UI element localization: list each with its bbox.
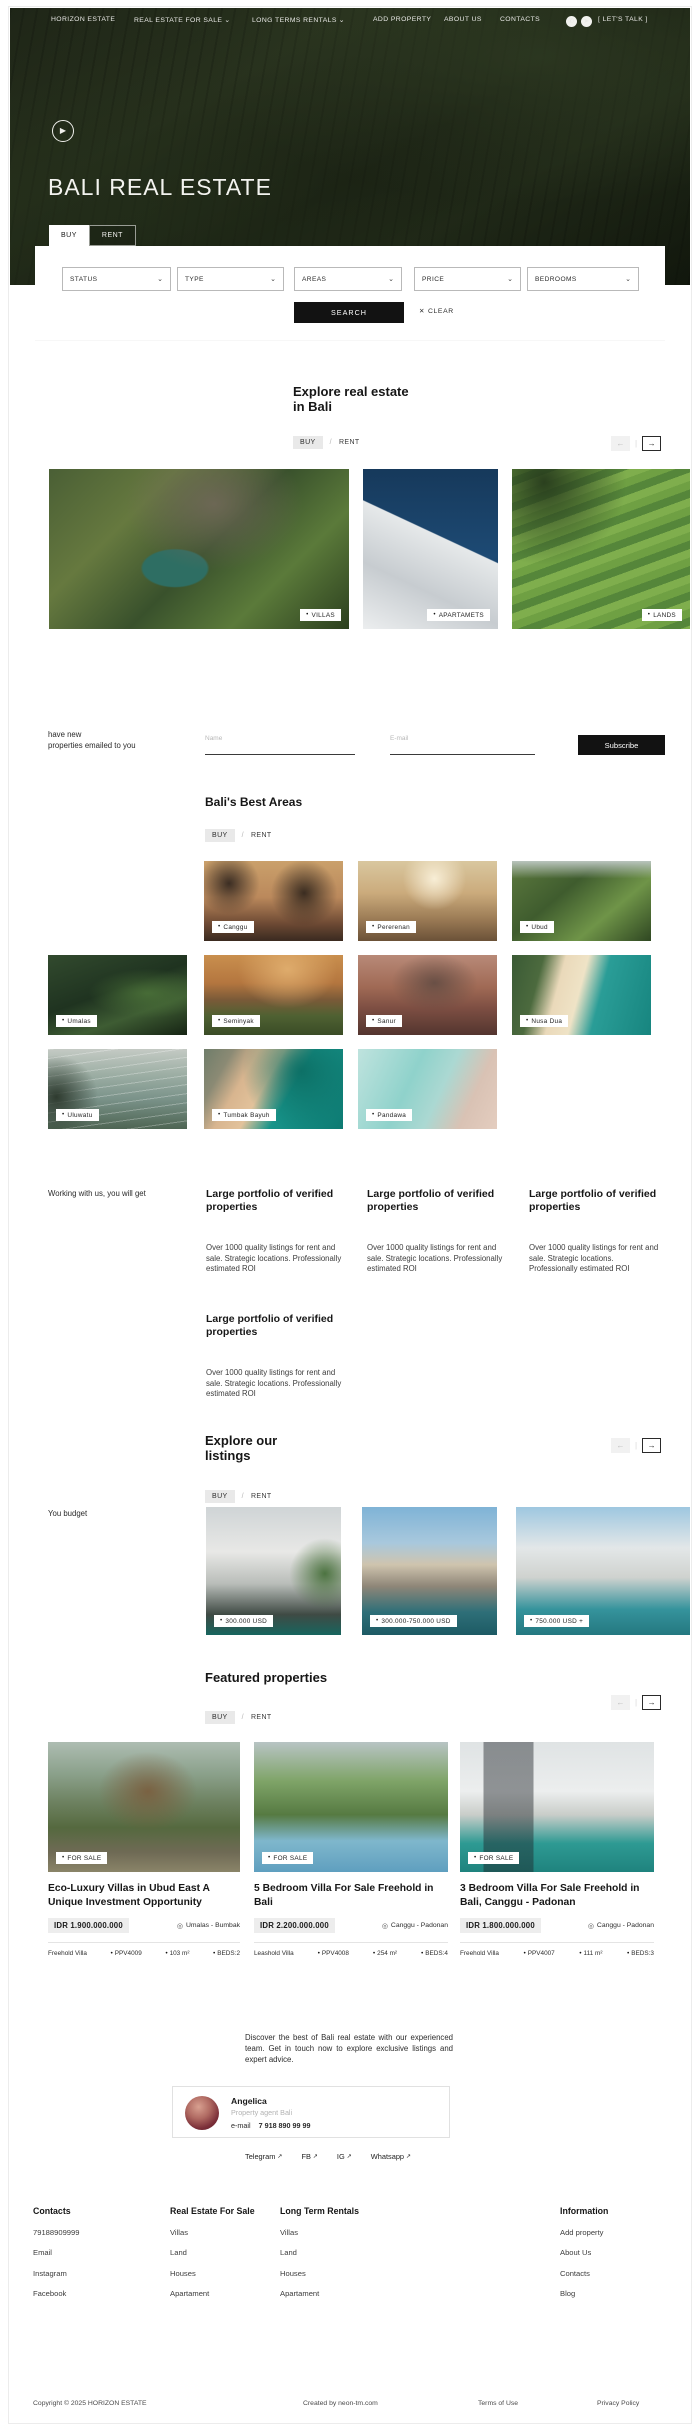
nav-add-property[interactable]: ADD PROPERTY	[373, 16, 432, 23]
chevron-down-icon: ⌄	[270, 276, 276, 283]
price-select[interactable]	[414, 267, 521, 291]
dot-icon: •	[372, 1950, 376, 1957]
toggle-rent[interactable]: RENT	[250, 832, 272, 839]
location-icon: ◎	[381, 1922, 388, 1930]
chevron-down-icon: ⌄	[625, 276, 631, 283]
property-specs	[48, 1950, 240, 1957]
dot-icon: •	[376, 1618, 379, 1624]
area-card-pererenan[interactable]	[358, 861, 497, 941]
footer-link-instagram[interactable]: Instagram	[33, 2268, 67, 2278]
name-input[interactable]	[205, 733, 355, 755]
title-line: Explore real estate	[293, 384, 409, 399]
area-card-sanur[interactable]	[358, 955, 497, 1035]
spec-beds: BEDS:3	[631, 1950, 654, 1957]
toggle-buy[interactable]: BUY	[205, 829, 235, 842]
email-label: e-mail	[231, 2121, 251, 2130]
social-label: IG	[336, 2152, 345, 2161]
footer-link-apartament[interactable]: Apartament	[280, 2289, 320, 2298]
dot-icon: •	[433, 612, 436, 618]
dot-icon: •	[306, 612, 309, 618]
footer-heading: Real Estate For Sale	[170, 2206, 255, 2216]
benefit-body: Over 1000 quality listings for rent and sale. Strategic locations. Professionally estimated ROI	[367, 1243, 503, 1273]
dot-icon: •	[523, 1950, 526, 1957]
agent-phone: 7 918 890 99 99	[258, 2121, 311, 2130]
toggle-buy[interactable]: BUY	[293, 436, 323, 449]
spec-beds: BEDS:4	[425, 1950, 448, 1957]
nav-label: LONG TERMS RENTALS	[252, 17, 337, 24]
property-photo	[460, 1742, 654, 1872]
chevron-down-icon: ⌄	[224, 17, 231, 24]
area-label: Umalas	[67, 1017, 91, 1025]
category-label: LANDS	[653, 611, 676, 619]
chevron-down-icon: ⌄	[507, 276, 513, 283]
property-location: Umalas - Bumbak	[185, 1922, 240, 1929]
property-price: IDR 2.200.000.000	[254, 1918, 335, 1933]
toggle-rent[interactable]: RENT	[250, 1493, 272, 1500]
phone-icon[interactable]: ✆	[566, 16, 577, 27]
property-card[interactable]	[48, 1742, 240, 1957]
lets-talk-button[interactable]: [ LET'S TALK ]	[598, 16, 648, 23]
area-label: Ubud	[531, 923, 548, 931]
arrows-divider: |	[635, 1441, 638, 1450]
carousel-prev-button[interactable]: ←	[611, 436, 630, 451]
type-select[interactable]	[177, 267, 284, 291]
nav-label: REAL ESTATE FOR SALE	[134, 17, 223, 24]
budget-range-label: 300.000-750.000 USD	[381, 1617, 451, 1625]
dot-icon: •	[317, 1950, 320, 1957]
hero-section	[10, 8, 690, 317]
budget-range-label: 300.000 USD	[225, 1617, 268, 1625]
dot-icon: •	[372, 1018, 375, 1024]
property-location: Canggu - Padonan	[390, 1922, 448, 1929]
social-label: FB	[301, 2152, 311, 2161]
arrows-divider: |	[635, 439, 638, 448]
property-title: 5 Bedroom Villa For Sale Freehold in Bali	[254, 1883, 434, 1908]
dot-icon: •	[62, 1855, 65, 1861]
footer-heading: Information	[560, 2206, 609, 2216]
contact-paragraph: Discover the best of Bali real estate with our experienced team. Get in touch now to explore exclusive listings and expert advice.	[245, 2033, 453, 2064]
toggle-separator: /	[241, 832, 244, 839]
instagram-link[interactable]	[337, 2152, 352, 2161]
area-card-tumbak-bayuh[interactable]	[204, 1049, 343, 1129]
bedrooms-select[interactable]	[527, 267, 639, 291]
area-card-uluwatu[interactable]	[48, 1049, 187, 1129]
dot-icon: •	[526, 1018, 529, 1024]
status-select[interactable]	[62, 267, 171, 291]
area-card-nusa-dua[interactable]	[512, 955, 651, 1035]
toggle-rent[interactable]: RENT	[250, 1714, 272, 1721]
select-label: STATUS	[70, 275, 98, 283]
dot-icon: •	[421, 1950, 424, 1957]
listings-carousel-arrows	[611, 1438, 661, 1453]
area-label: Tumbak Bayuh	[223, 1111, 270, 1119]
close-icon: ✕	[419, 308, 426, 315]
spec-beds: BEDS:2	[217, 1950, 240, 1957]
property-title: Eco-Luxury Villas in Ubud East A Unique Investment Opportunity	[48, 1883, 210, 1908]
social-label: Telegram	[245, 2152, 276, 2161]
spec-type: Freehold Villa	[460, 1950, 499, 1957]
area-label: Pandawa	[377, 1111, 407, 1119]
toggle-rent[interactable]: RENT	[338, 439, 360, 446]
agent-role: Property agent Bali	[231, 2108, 293, 2117]
property-photo	[48, 1742, 240, 1872]
tab-buy[interactable]: BUY	[49, 225, 89, 246]
budget-card-2[interactable]	[362, 1507, 497, 1635]
avatar	[185, 2096, 219, 2130]
area-label: Sanur	[377, 1017, 396, 1025]
area-label: Uluwatu	[67, 1111, 93, 1119]
select-label: AREAS	[302, 275, 327, 283]
telegram-link[interactable]	[245, 2152, 282, 2161]
toggle-separator: /	[241, 1714, 244, 1721]
dot-icon: •	[530, 1618, 533, 1624]
spec-id: PPV4009	[114, 1950, 142, 1957]
for-sale-badge: FOR SALE	[67, 1854, 102, 1862]
areas-select[interactable]	[294, 267, 402, 291]
benefit-body: Over 1000 quality listings for rent and sale. Strategic locations. Professionally estimated ROI	[529, 1243, 659, 1273]
budget-card-1[interactable]	[206, 1507, 341, 1635]
area-label: Canggu	[223, 923, 248, 931]
facebook-link[interactable]	[301, 2152, 317, 2161]
property-price: IDR 1.900.000.000	[48, 1918, 129, 1933]
arrow-up-right-icon: ↗	[277, 2154, 283, 2160]
area-label: Seminyak	[223, 1017, 254, 1025]
footer-link-land[interactable]: Land	[280, 2248, 297, 2257]
spec-area: 103 m²	[169, 1950, 190, 1957]
credit-link[interactable]: Created by neon-tm.com	[303, 2400, 378, 2407]
category-label: VILLAS	[311, 611, 335, 619]
dot-icon: •	[372, 924, 375, 930]
footer-link-land[interactable]: Land	[170, 2248, 187, 2257]
top-nav	[10, 12, 690, 30]
benefit-title: Large portfolio of verified properties	[367, 1188, 495, 1213]
dot-icon: •	[62, 1018, 65, 1024]
nav-contacts[interactable]: CONTACTS	[500, 16, 541, 23]
benefit-title: Large portfolio of verified properties	[206, 1188, 334, 1213]
dot-icon: •	[218, 1018, 221, 1024]
footer-link-about-us[interactable]: About Us	[560, 2248, 592, 2257]
arrows-divider: |	[635, 1698, 638, 1707]
toggle-buy[interactable]: BUY	[205, 1711, 235, 1724]
footer-column-information	[560, 2206, 608, 2298]
select-label: BEDROOMS	[535, 275, 577, 283]
divider	[460, 1942, 654, 1943]
title-line: Explore our	[205, 1433, 278, 1448]
property-location: Canggu - Padonan	[596, 1922, 654, 1929]
agent-card	[172, 2086, 450, 2138]
footer-link-email[interactable]: Email	[33, 2248, 52, 2257]
dot-icon: •	[268, 1855, 271, 1861]
dot-icon: •	[110, 1950, 113, 1957]
hero-tabs	[49, 225, 136, 246]
featured-carousel-arrows	[611, 1695, 661, 1710]
brand-logo[interactable]: HORIZON ESTATE	[51, 16, 116, 23]
property-title: 3 Bedroom Villa For Sale Freehold in Bali, Canggu - Padonan	[460, 1883, 640, 1908]
arrow-up-right-icon: ↗	[346, 2154, 352, 2160]
footer-link-blog[interactable]: Blog	[560, 2289, 576, 2298]
privacy-link[interactable]: Privacy Policy	[597, 2400, 640, 2407]
select-label: TYPE	[185, 275, 204, 283]
explore-section-title	[293, 384, 409, 414]
category-card-apartments[interactable]	[363, 469, 498, 629]
benefit-body: Over 1000 quality listings for rent and sale. Strategic locations. Professionally estimated ROI	[206, 1368, 342, 1398]
dot-icon: •	[213, 1950, 216, 1957]
agent-name: Angelica	[231, 2096, 267, 2106]
telegram-icon[interactable]: ➤	[581, 16, 592, 27]
dot-icon: •	[165, 1950, 168, 1957]
title-line: in Bali	[293, 399, 333, 414]
toggle-buy[interactable]: BUY	[205, 1490, 235, 1503]
explore-buy-rent-toggle	[293, 436, 360, 449]
featured-section-title: Featured properties	[205, 1670, 328, 1685]
footer-column-contacts	[33, 2206, 79, 2298]
divider	[48, 1942, 240, 1943]
toggle-separator: /	[241, 1493, 244, 1500]
property-specs	[460, 1950, 654, 1957]
chevron-down-icon: ⌄	[157, 276, 163, 283]
subscribe-button[interactable]: Subscribe	[578, 735, 665, 755]
arrow-up-right-icon: ↗	[312, 2154, 318, 2160]
benefit-body: Over 1000 quality listings for rent and sale. Strategic locations. Professionally estimated ROI	[206, 1243, 342, 1273]
footer-link-contacts[interactable]: Contacts	[560, 2268, 590, 2278]
email-input[interactable]	[390, 733, 535, 755]
budget-card-3[interactable]	[516, 1507, 690, 1635]
budget-label: You budget	[48, 1509, 88, 1518]
dot-icon: •	[474, 1855, 477, 1861]
areas-buy-rent-toggle	[205, 829, 272, 842]
agent-email-row	[231, 2121, 311, 2130]
dot-icon: •	[62, 1112, 65, 1118]
footer-column-for-sale	[170, 2206, 255, 2298]
footer-heading: Long Term Rentals	[280, 2206, 360, 2216]
whatsapp-link[interactable]	[371, 2152, 411, 2161]
for-sale-badge: FOR SALE	[273, 1854, 308, 1862]
page-title: BALI REAL ESTATE	[48, 174, 272, 200]
property-card[interactable]	[460, 1742, 654, 1957]
nav-about-us[interactable]: ABOUT US	[444, 16, 482, 23]
spec-area: 111 m²	[583, 1950, 603, 1957]
spec-type: Leashold Villa	[254, 1950, 294, 1957]
budget-range-label: 750.000 USD +	[535, 1617, 584, 1625]
benefit-title: Large portfolio of verified properties	[206, 1313, 334, 1338]
area-card-ubud[interactable]	[512, 861, 651, 941]
dot-icon: •	[647, 612, 651, 618]
terms-link[interactable]: Terms of Use	[478, 2400, 519, 2407]
dot-icon: •	[220, 1618, 223, 1624]
chevron-down-icon: ⌄	[388, 276, 394, 283]
spec-type: Freehold Villa	[48, 1950, 87, 1957]
footer-link-houses[interactable]: Houses	[280, 2268, 306, 2278]
toggle-separator: /	[329, 439, 332, 446]
title-line: listings	[205, 1448, 251, 1463]
search-filter-panel	[35, 246, 665, 340]
arrow-up-right-icon: ↗	[406, 2154, 412, 2160]
carousel-next-button[interactable]: →	[642, 1695, 661, 1710]
dot-icon: •	[626, 1950, 630, 1957]
footer-link-phone[interactable]: 79188909999	[33, 2227, 80, 2237]
for-sale-badge: FOR SALE	[479, 1854, 514, 1862]
social-label: Whatsapp	[370, 2152, 405, 2161]
newsletter-line: have new	[48, 730, 82, 739]
divider	[254, 1942, 448, 1943]
areas-section-title: Bali's Best Areas	[205, 795, 303, 809]
carousel-next-button[interactable]: →	[642, 436, 661, 451]
category-label: APARTAMETS	[438, 611, 484, 619]
carousel-prev-button[interactable]: ←	[611, 1438, 630, 1453]
spec-id: PPV4008	[321, 1950, 349, 1957]
area-label: Pererenan	[377, 923, 410, 931]
area-label: Nusa Dua	[531, 1017, 563, 1025]
property-specs	[254, 1950, 448, 1957]
clear-label: CLEAR	[428, 308, 454, 315]
property-card[interactable]	[254, 1742, 448, 1957]
footer-column-rentals	[280, 2206, 359, 2298]
carousel-prev-button[interactable]: ←	[611, 1695, 630, 1710]
spec-id: PPV4007	[527, 1950, 555, 1957]
carousel-next-button[interactable]: →	[642, 1438, 661, 1453]
listings-buy-rent-toggle	[205, 1490, 272, 1503]
footer-link-apartament[interactable]: Apartament	[170, 2289, 210, 2298]
dot-icon: •	[372, 1112, 375, 1118]
chevron-down-icon: ⌄	[338, 17, 345, 24]
newsletter-text	[48, 729, 136, 751]
spec-area: 254 m²	[377, 1950, 398, 1957]
dot-icon: •	[579, 1950, 582, 1957]
footer-link-facebook[interactable]: Facebook	[33, 2289, 67, 2298]
area-card-canggu[interactable]	[204, 861, 343, 941]
area-card-seminyak[interactable]	[204, 955, 343, 1035]
location-icon: ◎	[587, 1922, 594, 1930]
tab-rent[interactable]: RENT	[89, 225, 136, 246]
select-label: PRICE	[422, 275, 445, 283]
search-button[interactable]: SEARCH	[294, 302, 404, 323]
area-card-pandawa[interactable]	[358, 1049, 497, 1129]
dot-icon: •	[526, 924, 529, 930]
category-card-villas[interactable]	[49, 469, 349, 629]
footer-heading: Contacts	[33, 2206, 71, 2216]
benefits-label: Working with us, you will get	[48, 1189, 146, 1198]
newsletter-line: properties emailed to you	[48, 741, 136, 750]
footer-link-add-property[interactable]: Add property	[560, 2227, 604, 2237]
dot-icon: •	[218, 924, 221, 930]
social-links	[245, 2152, 411, 2161]
clear-button[interactable]	[419, 307, 454, 315]
nav-long-terms-rentals[interactable]	[252, 16, 345, 24]
category-card-lands[interactable]	[512, 469, 690, 629]
listings-section-title	[205, 1433, 277, 1463]
dot-icon: •	[218, 1112, 221, 1118]
property-photo	[254, 1742, 448, 1872]
nav-real-estate-for-sale[interactable]	[134, 16, 230, 24]
area-card-umalas[interactable]	[48, 955, 187, 1035]
footer-link-houses[interactable]: Houses	[170, 2268, 196, 2278]
featured-buy-rent-toggle	[205, 1711, 272, 1724]
footer-link-villas[interactable]: Villas	[280, 2227, 299, 2237]
copyright-text: Copyright © 2025 HORIZON ESTATE	[33, 2400, 147, 2407]
benefit-title: Large portfolio of verified properties	[529, 1188, 657, 1213]
explore-carousel-arrows	[611, 436, 661, 451]
property-price: IDR 1.800.000.000	[460, 1918, 541, 1933]
play-button[interactable]: ▶	[52, 120, 74, 142]
footer-link-villas[interactable]: Villas	[170, 2227, 189, 2237]
location-icon: ◎	[176, 1922, 183, 1930]
